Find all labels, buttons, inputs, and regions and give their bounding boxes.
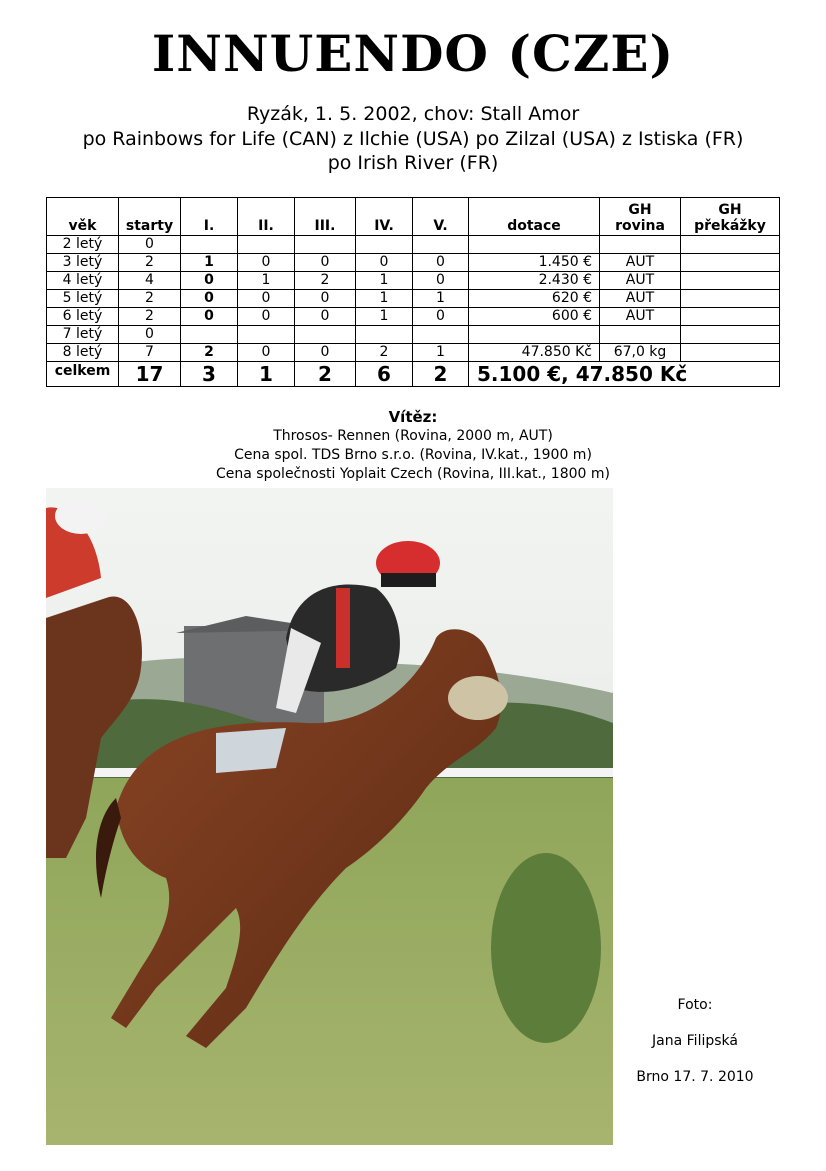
cell-dotace: 47.850 Kč (469, 344, 600, 362)
cell-dotace: 600 € (469, 308, 600, 326)
total-place-2: 1 (238, 362, 295, 387)
cell-gh-rovina (600, 236, 681, 254)
horse-description-line-1: Ryzák, 1. 5. 2002, chov: Stall Amor (246, 103, 580, 125)
cell-gh-prekazky (681, 236, 780, 254)
photo-credit-label: Foto: (677, 997, 713, 1013)
winner-heading: Vítěz: (388, 408, 438, 426)
cell-gh-prekazky (681, 308, 780, 326)
header-gh-rovina-line2: rovina (615, 218, 665, 234)
table-total-row (47, 362, 780, 387)
table-row (47, 254, 780, 272)
cell-vek: 6 letý (47, 308, 119, 326)
cell-dotace (469, 236, 600, 254)
cell-place-3 (295, 236, 356, 254)
table-row (47, 290, 780, 308)
cell-place-2: 1 (238, 272, 295, 290)
cell-place-3: 0 (295, 290, 356, 308)
total-place-5: 2 (413, 362, 469, 387)
cell-starty: 4 (119, 272, 181, 290)
cell-place-1: 0 (181, 308, 238, 326)
table-row (47, 272, 780, 290)
cell-place-3 (295, 326, 356, 344)
cell-vek: 4 letý (47, 272, 119, 290)
total-place-4: 6 (356, 362, 413, 387)
cell-gh-rovina: AUT (600, 254, 681, 272)
header-place-1: I. (181, 198, 238, 236)
header-place-2: II. (238, 198, 295, 236)
total-dotace: 5.100 €, 47.850 Kč (469, 362, 780, 387)
total-place-3: 2 (295, 362, 356, 387)
cell-starty: 0 (119, 236, 181, 254)
table-row (47, 326, 780, 344)
cell-vek: 7 letý (47, 326, 119, 344)
cell-place-3: 0 (295, 344, 356, 362)
cell-starty: 2 (119, 308, 181, 326)
cell-place-3: 0 (295, 308, 356, 326)
cell-place-5: 0 (413, 254, 469, 272)
photo-credit-author: Jana Filipská (652, 1033, 738, 1049)
header-gh-prekazky-line1: GH (718, 202, 742, 218)
winner-section (0, 408, 826, 484)
total-place-1: 3 (181, 362, 238, 387)
cell-starty: 7 (119, 344, 181, 362)
cell-place-2: 0 (238, 344, 295, 362)
cell-gh-rovina: AUT (600, 308, 681, 326)
pedigree-line-3: po Irish River (FR) (327, 152, 499, 174)
cell-gh-prekazky (681, 272, 780, 290)
cell-vek: 8 letý (47, 344, 119, 362)
cell-place-5: 0 (413, 272, 469, 290)
cell-place-2: 0 (238, 290, 295, 308)
cell-gh-rovina: 67,0 kg (600, 344, 681, 362)
cell-vek: 3 letý (47, 254, 119, 272)
race-photo (46, 488, 613, 1145)
winner-race: Cena společnosti Yoplait Czech (Rovina, III.kat., 1800 m) (216, 466, 610, 482)
header-place-5: V. (413, 198, 469, 236)
table-row (47, 344, 780, 362)
winner-race: Cena spol. TDS Brno s.r.o. (Rovina, IV.kat., 1900 m) (234, 447, 592, 463)
pedigree-line-2: po Rainbows for Life (CAN) z Ilchie (USA) po Zilzal (USA) z Istiska (FR) (82, 128, 744, 150)
table-row (47, 236, 780, 254)
header-gh-rovina-line1: GH (628, 202, 652, 218)
race-statistics-table (46, 197, 780, 387)
header-vek: věk (47, 198, 119, 236)
bush-shape (491, 853, 601, 1043)
cell-dotace: 1.450 € (469, 254, 600, 272)
cell-gh-prekazky (681, 290, 780, 308)
header-dotace: dotace (469, 198, 600, 236)
cell-place-1: 0 (181, 272, 238, 290)
horse-name-title: INNUENDO (CZE) (151, 24, 675, 83)
cell-starty: 2 (119, 290, 181, 308)
cell-dotace: 2.430 € (469, 272, 600, 290)
cell-gh-rovina (600, 326, 681, 344)
cell-place-5 (413, 326, 469, 344)
cell-gh-prekazky (681, 344, 780, 362)
cell-dotace (469, 326, 600, 344)
cell-vek: 5 letý (47, 290, 119, 308)
cell-dotace: 620 € (469, 290, 600, 308)
cell-place-1 (181, 326, 238, 344)
header-gh-rovina (600, 198, 681, 236)
cell-vek: 2 letý (47, 236, 119, 254)
cell-gh-prekazky (681, 254, 780, 272)
cell-place-4 (356, 326, 413, 344)
cell-place-2: 0 (238, 308, 295, 326)
cell-gh-prekazky (681, 326, 780, 344)
cell-place-5 (413, 236, 469, 254)
table-row (47, 308, 780, 326)
cell-starty: 2 (119, 254, 181, 272)
photo-credit-place-date: Brno 17. 7. 2010 (636, 1069, 754, 1085)
header-gh-prekazky-line2: překážky (694, 218, 766, 234)
cell-place-1: 1 (181, 254, 238, 272)
cell-place-1: 2 (181, 344, 238, 362)
cell-place-3: 2 (295, 272, 356, 290)
cell-place-5: 1 (413, 290, 469, 308)
cell-place-4: 1 (356, 308, 413, 326)
cell-place-2 (238, 326, 295, 344)
cell-place-4: 1 (356, 290, 413, 308)
total-starty: 17 (119, 362, 181, 387)
cell-place-3: 0 (295, 254, 356, 272)
cell-place-5: 1 (413, 344, 469, 362)
cell-place-4 (356, 236, 413, 254)
cell-place-5: 0 (413, 308, 469, 326)
cell-gh-rovina: AUT (600, 290, 681, 308)
cell-place-2 (238, 236, 295, 254)
header-gh-prekazky (681, 198, 780, 236)
cell-place-2: 0 (238, 254, 295, 272)
winner-race: Throsos- Rennen (Rovina, 2000 m, AUT) (273, 428, 553, 444)
header-place-3: III. (295, 198, 356, 236)
total-label: celkem (47, 362, 119, 387)
cell-place-4: 0 (356, 254, 413, 272)
table-header-row (47, 198, 780, 236)
cell-gh-rovina: AUT (600, 272, 681, 290)
header-starty: starty (119, 198, 181, 236)
cell-place-1 (181, 236, 238, 254)
cell-place-4: 1 (356, 272, 413, 290)
cell-place-4: 2 (356, 344, 413, 362)
cell-place-1: 0 (181, 290, 238, 308)
cell-starty: 0 (119, 326, 181, 344)
header-place-4: IV. (356, 198, 413, 236)
